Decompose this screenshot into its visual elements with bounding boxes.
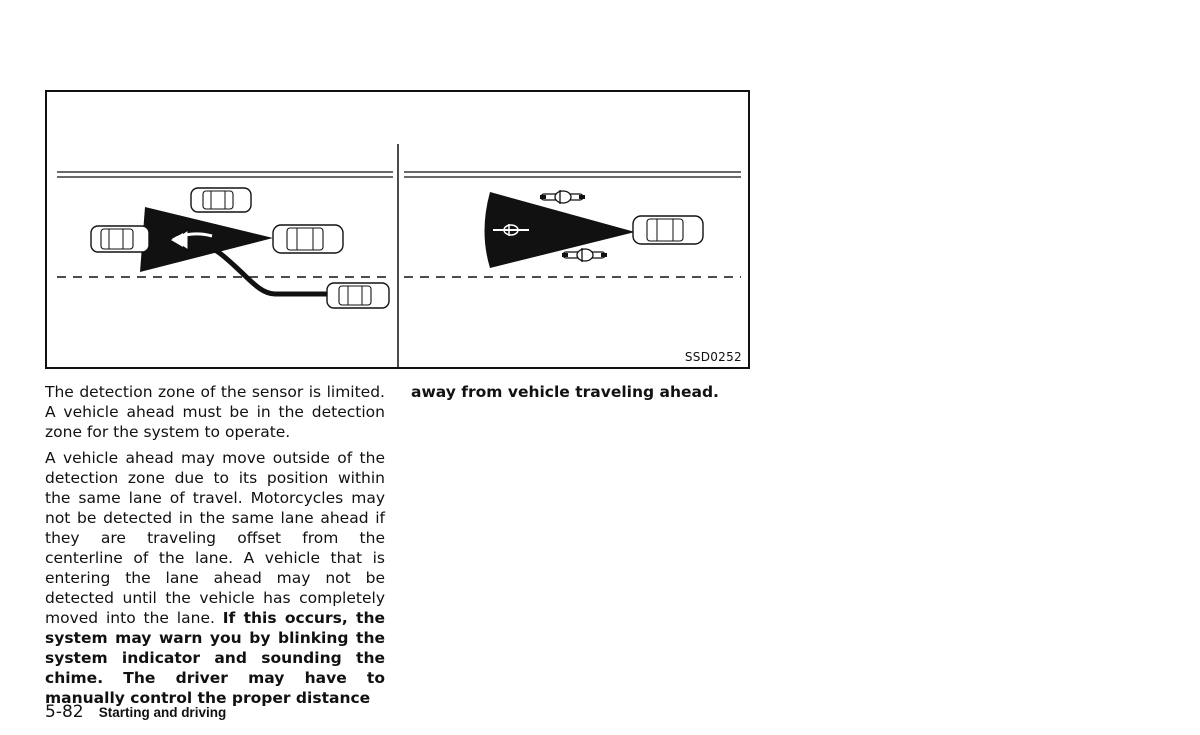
page-footer [45,702,226,722]
illustration-figure [45,90,750,369]
figure-code: SSD0252 [684,350,742,364]
section-title: Starting and driving [98,705,227,720]
right-text-column [411,382,751,408]
paragraph [45,448,385,708]
motorcycle-icon [562,248,607,262]
car-icon [191,188,251,212]
page-number: 5-82 [45,702,84,722]
detection-zone-left [140,207,273,272]
car-icon [633,216,703,244]
detection-zone-diagram [47,92,748,367]
motorcycle-icon [540,190,585,204]
left-text-column [45,382,385,714]
left-panel-scene [57,172,393,308]
car-icon [327,283,389,308]
car-icon [91,226,149,252]
car-icon [273,225,343,253]
warning-text-continued: away from vehicle traveling ahead. [411,383,719,401]
paragraph: The detection zone of the sensor is limited. A vehicle ahead must be in the detection zone for the system to operate. [45,383,385,441]
warning-text: If this occurs, the system may warn you by blinking the system indicator and sounding the chime. The driver may have to manually control the proper distance [45,609,385,707]
paragraph-text: A vehicle ahead may move outside of the detection zone due to its position within the same lane of travel. Motorcycles may not be detected in the same lane ahead if they are traveling offset from the centerline of the lane. A vehicle that is entering the lane ahead may not be detected until the vehicle has completely moved into the lane. [45,449,385,627]
right-panel-scene [404,172,741,277]
